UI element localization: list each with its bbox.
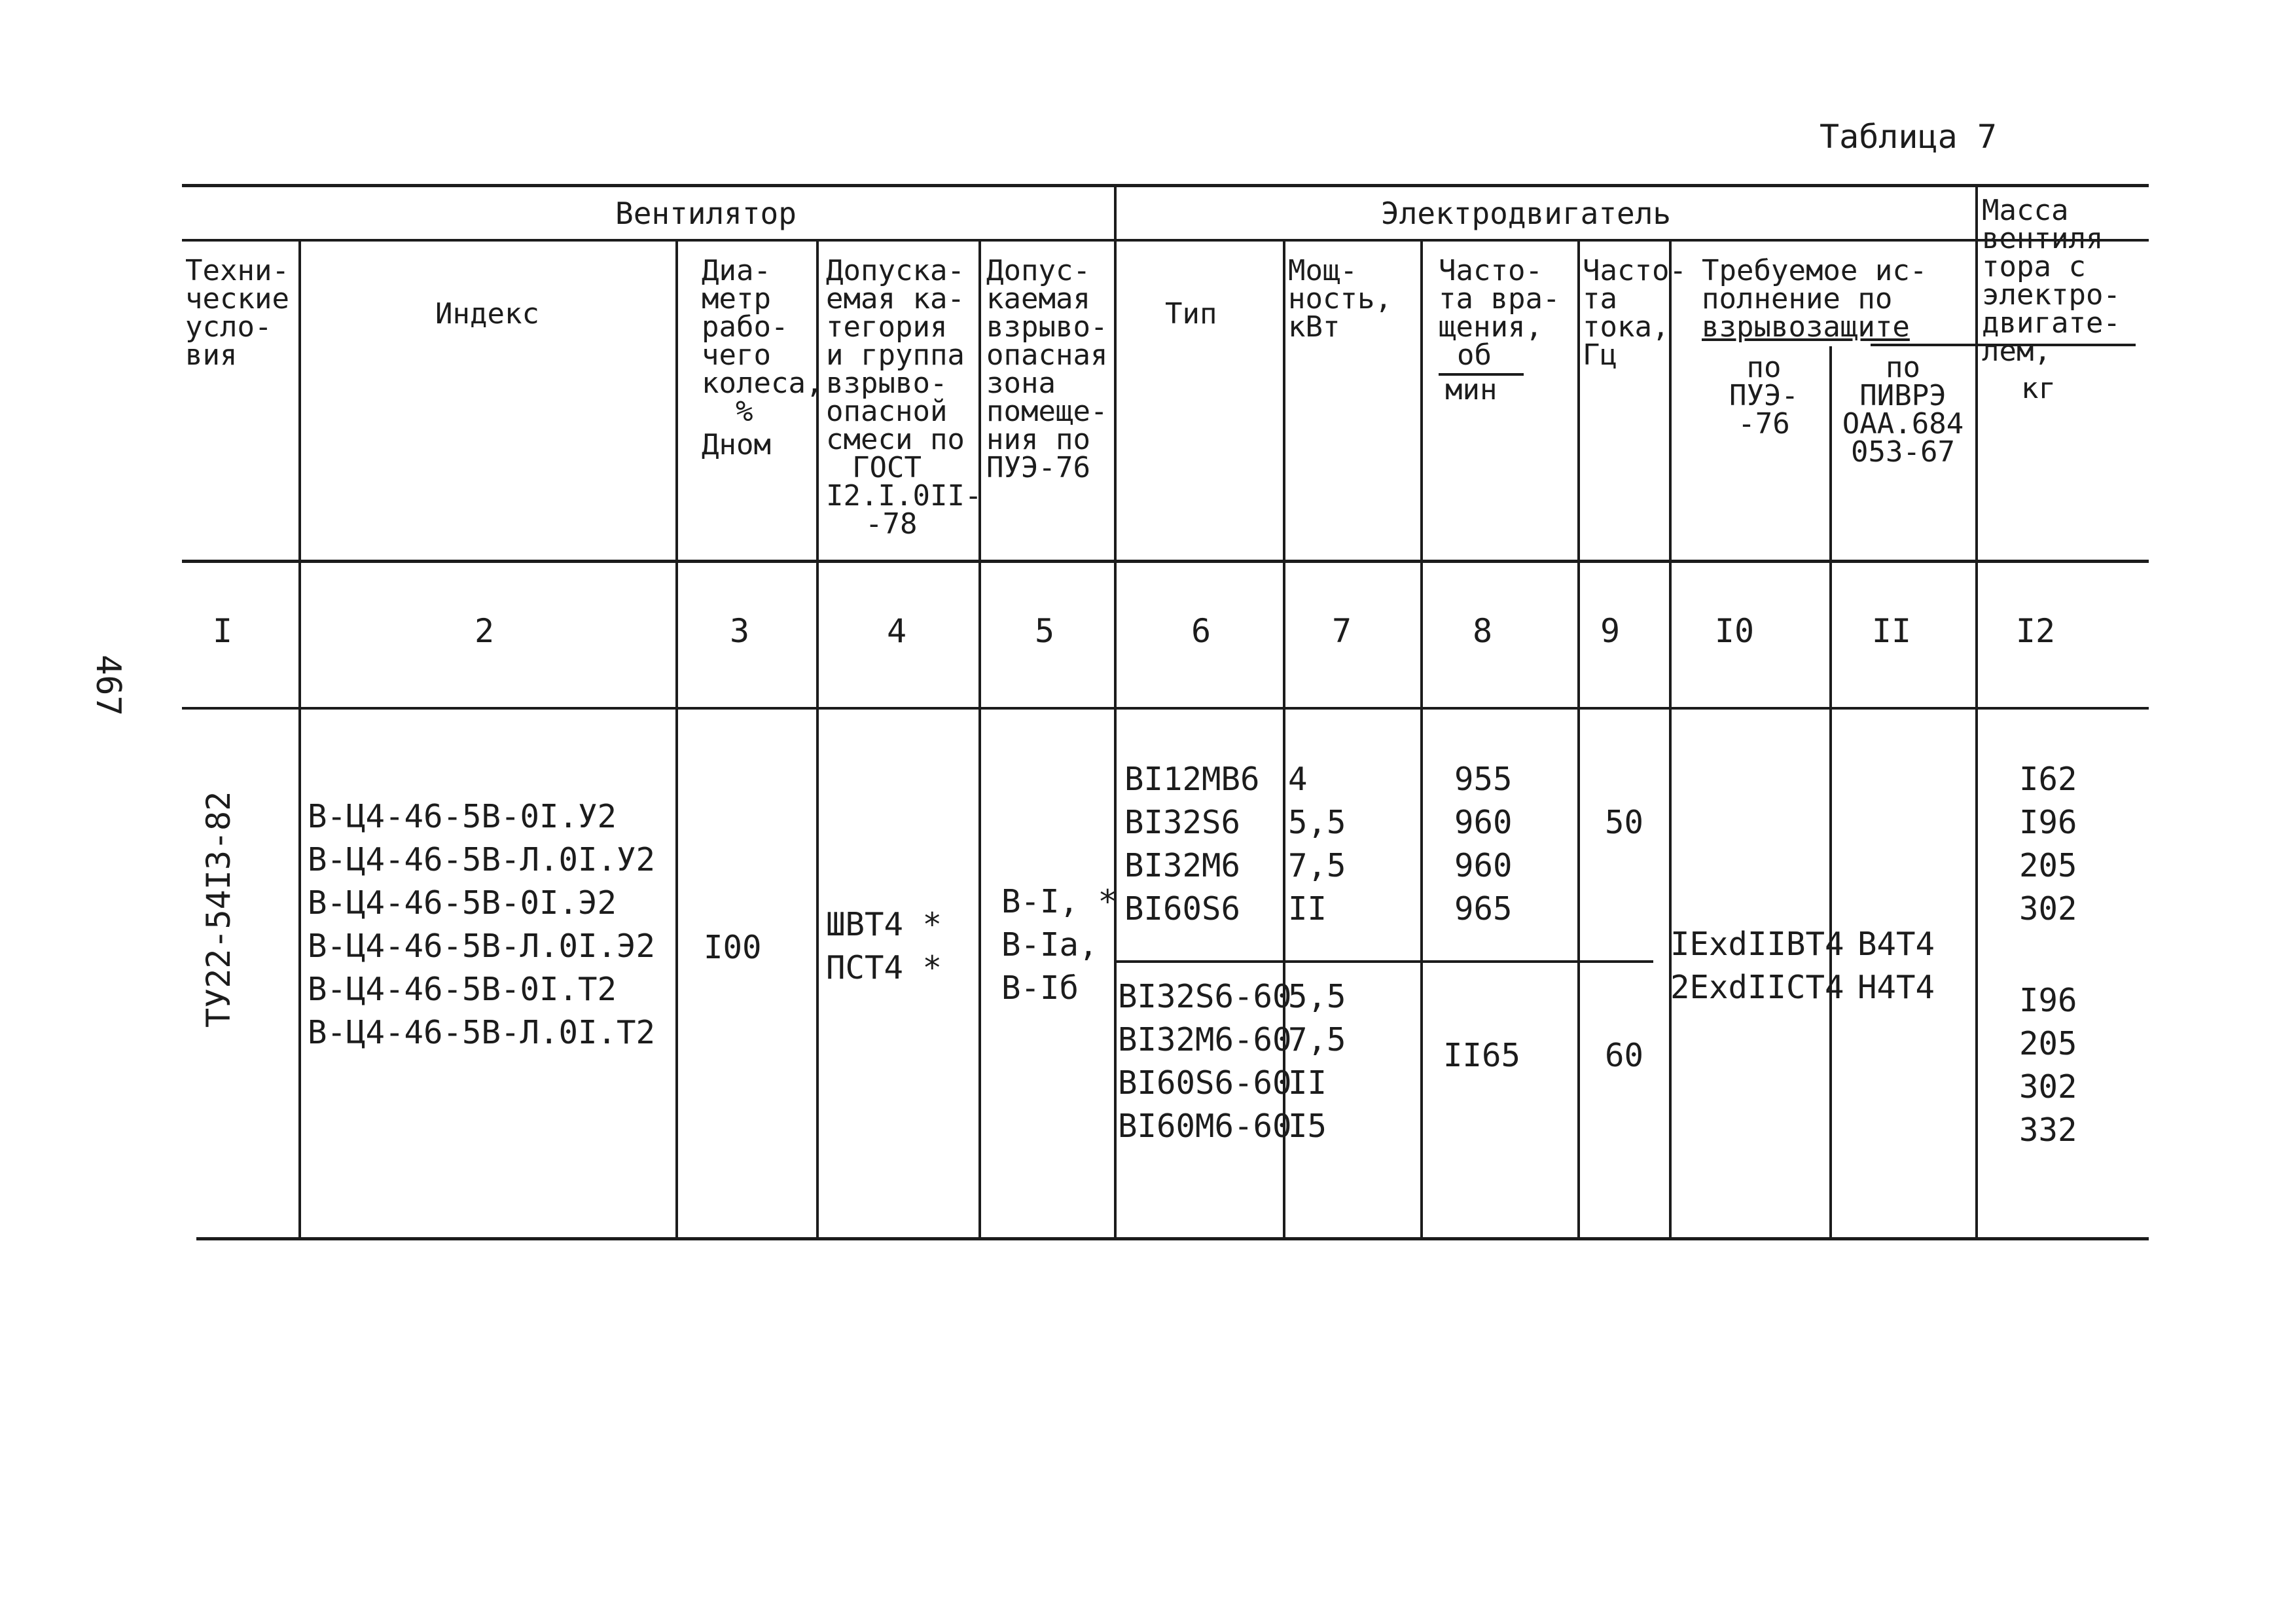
- column-number: 4: [886, 612, 907, 650]
- list-item: ВI12МВ6: [1124, 761, 1260, 798]
- power-60hz: [1288, 975, 1346, 1148]
- table-title: Таблица 7: [1820, 118, 1997, 156]
- list-item: 302: [2019, 1068, 2077, 1106]
- table-bottom-border: [196, 1237, 2149, 1240]
- list-item: ВI60S6-60: [1118, 1064, 1292, 1102]
- mass-50hz: [2019, 758, 2077, 931]
- list-item: I62: [2019, 761, 2077, 798]
- column-number: 3: [729, 612, 750, 650]
- list-item: 4: [1288, 761, 1308, 798]
- header-tech-conditions: Техни- ческие усло- вия: [185, 254, 289, 372]
- list-item: 205: [2019, 1025, 2077, 1062]
- column-number: 5: [1034, 612, 1055, 650]
- header-current-frequency: Часто- та тока, Гц: [1583, 254, 1687, 372]
- power-50hz: [1288, 758, 1346, 931]
- column-number: 2: [474, 612, 495, 650]
- header-pue: по ПУЭ- -76: [1729, 351, 1799, 441]
- list-item: В-Ц4-46-5В-Л.0I.У2: [308, 841, 656, 878]
- header-type: Тип: [1165, 297, 1217, 331]
- column-divider: [1669, 240, 1672, 1238]
- column-divider: [298, 240, 301, 1238]
- list-item: В4Т4: [1857, 926, 1935, 963]
- list-item: 5,5: [1288, 978, 1346, 1015]
- protection-pivre-list: [1857, 923, 1935, 1009]
- list-item: I96: [2019, 804, 2077, 841]
- frequency-50: 50: [1605, 804, 1644, 841]
- page-number: 467: [88, 655, 128, 716]
- list-item: IExdIIВТ4: [1670, 926, 1844, 963]
- list-item: В-Iа,: [1001, 926, 1098, 964]
- list-item: Н4Т4: [1857, 969, 1935, 1006]
- list-item: 302: [2019, 890, 2077, 928]
- list-item: ВI32S6-60: [1118, 978, 1292, 1015]
- motor-types-50hz: [1124, 758, 1260, 931]
- list-item: II: [1288, 890, 1327, 928]
- list-item: ВI32М6-60: [1118, 1021, 1292, 1058]
- list-item: 7,5: [1288, 1021, 1346, 1058]
- list-item: 7,5: [1288, 847, 1346, 884]
- header-pivre: по ПИВРЭ ОАА.684 053-67: [1842, 351, 1964, 469]
- list-item: В-I, *: [1001, 883, 1118, 920]
- column-divider: [1420, 240, 1423, 1238]
- column-number: I2: [2015, 612, 2056, 650]
- category-list: [826, 903, 942, 990]
- column-divider: [1829, 346, 1832, 1238]
- frequency-group-divider: [1117, 960, 1653, 963]
- motor-group-header: Электродвигатель: [1381, 196, 1672, 231]
- mass-60hz: [2019, 979, 2077, 1152]
- diameter-value: I00: [704, 929, 762, 966]
- list-item: 965: [1454, 890, 1513, 928]
- header-protection: Требуемое ис- полнение по взрывозащите: [1702, 254, 1928, 344]
- rotation-50hz: [1454, 758, 1513, 931]
- column-number: 9: [1600, 612, 1621, 650]
- list-item: В-Ц4-46-5В-Л.0I.Т2: [308, 1014, 656, 1051]
- list-item: 955: [1454, 761, 1513, 798]
- rotation-60hz: II65: [1443, 1037, 1521, 1074]
- list-item: ВI32S6: [1124, 804, 1241, 841]
- protection-pue-list: [1670, 923, 1844, 1009]
- header-power: Мощ- ность, кВт: [1288, 254, 1392, 344]
- header-rotation: Часто- та вра- щения, об мин: [1439, 254, 1560, 406]
- column-number: 6: [1191, 612, 1211, 650]
- group-header-divider: [182, 239, 2149, 242]
- list-item: В-Ц4-46-5В-0I.Э2: [308, 884, 617, 922]
- column-number: I0: [1714, 612, 1755, 650]
- list-item: ВI32М6: [1124, 847, 1241, 884]
- list-item: В-Ц4-46-5В-0I.У2: [308, 798, 617, 835]
- header-zone: Допус- каемая взрыво- опасная зона помеще- ния по ПУЭ-76: [986, 254, 1108, 484]
- column-number: II: [1871, 612, 1912, 650]
- list-item: В-Ц4-46-5В-0I.Т2: [308, 971, 617, 1008]
- list-item: I96: [2019, 982, 2077, 1019]
- list-item: 332: [2019, 1111, 2077, 1149]
- list-item: I5: [1288, 1108, 1327, 1145]
- column-divider: [1114, 185, 1117, 1238]
- tech-conditions-value: ТУ22-54I3-82: [200, 791, 238, 1028]
- index-list: [308, 795, 655, 1055]
- zone-list: [1001, 880, 1117, 1010]
- numbers-row-divider: [182, 707, 2149, 710]
- list-item: ШВТ4 *: [826, 906, 942, 943]
- column-divider: [1577, 240, 1580, 1238]
- frequency-60: 60: [1605, 1037, 1644, 1074]
- list-item: 205: [2019, 847, 2077, 884]
- header-index: Индекс: [435, 297, 539, 331]
- list-item: 2ExdIIСТ4: [1670, 969, 1844, 1006]
- list-item: II: [1288, 1064, 1327, 1102]
- list-item: ПСТ4 *: [826, 949, 942, 986]
- fan-group-header: Вентилятор: [615, 196, 797, 231]
- list-item: ВI60S6: [1124, 890, 1241, 928]
- column-number: 8: [1472, 612, 1493, 650]
- column-divider: [675, 240, 678, 1238]
- header-diameter: Диа- метр рабо- чего колеса, % Дном: [702, 254, 823, 461]
- list-item: 960: [1454, 804, 1513, 841]
- list-item: ВI60М6-60: [1118, 1108, 1292, 1145]
- list-item: 960: [1454, 847, 1513, 884]
- column-divider: [1975, 185, 1978, 1238]
- motor-types-60hz: [1118, 975, 1292, 1148]
- header-category: Допуска- емая ка- тегория и группа взрыво- опасной смеси по ГОСТ I2.I.0II- -78: [826, 254, 982, 541]
- table-top-border: [182, 184, 2149, 187]
- list-item: В-Iб: [1001, 969, 1079, 1007]
- list-item: В-Ц4-46-5В-Л.0I.Э2: [308, 928, 656, 965]
- column-number: 7: [1331, 612, 1352, 650]
- column-number: I: [212, 612, 233, 650]
- mass-header: Масса вентиля- тора с электро- двигате- лем, кг: [1982, 194, 2121, 405]
- header-bottom-border: [182, 560, 2149, 563]
- list-item: 5,5: [1288, 804, 1346, 841]
